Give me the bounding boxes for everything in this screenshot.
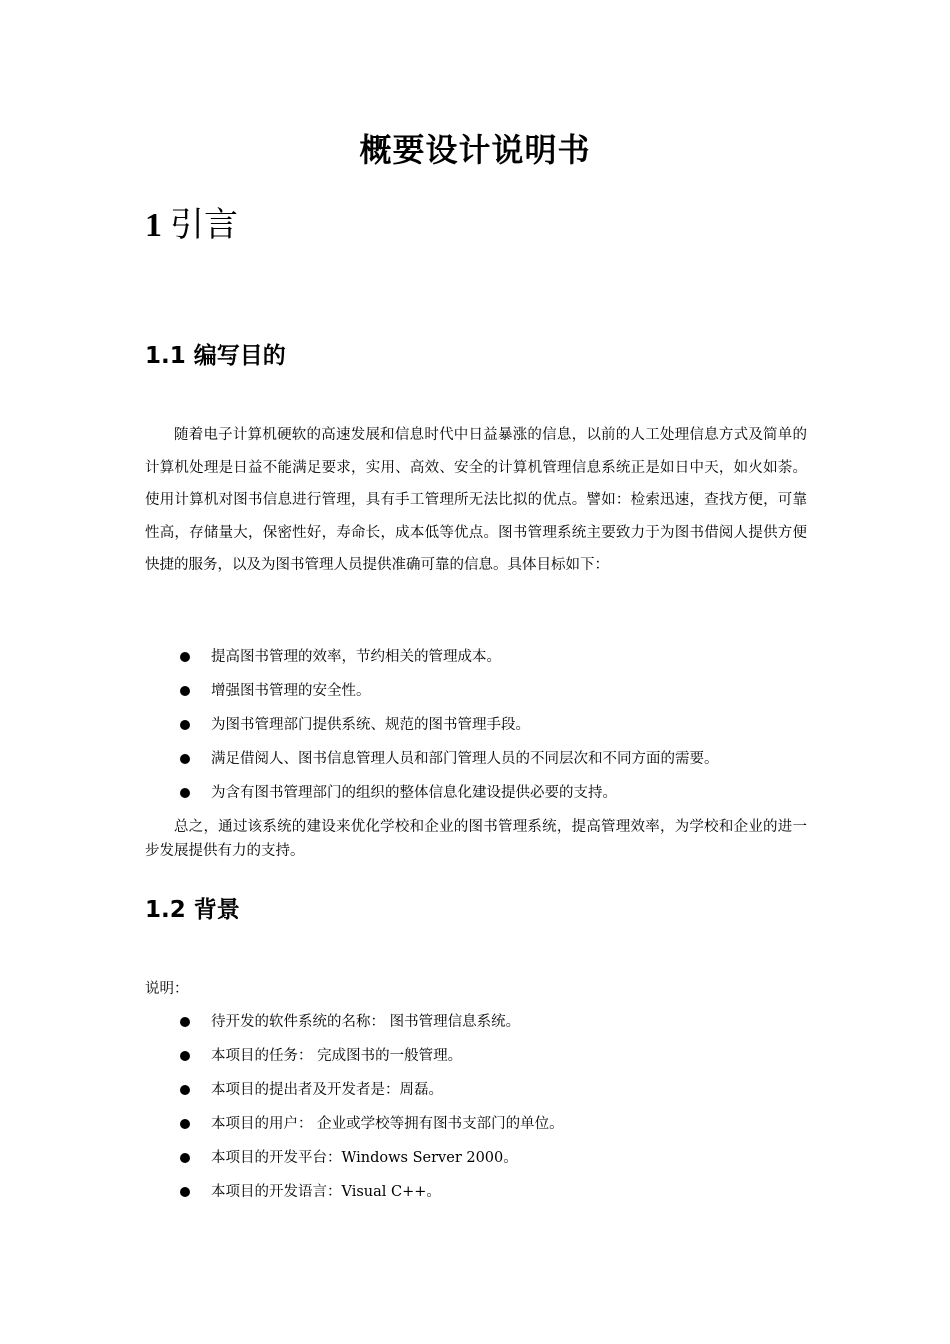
document-title: 概要设计说明书	[359, 131, 591, 169]
bullet-dot-icon	[180, 1119, 190, 1129]
bullet-dot-icon	[180, 1017, 190, 1027]
section-1-number: 1	[145, 207, 162, 244]
bullet-dot-icon	[180, 1187, 190, 1197]
list-item: 本项目的开发平台：Windows Server 2000。	[145, 1141, 807, 1175]
bullet-dot-icon	[180, 720, 190, 730]
list-item: 满足借阅人、图书信息管理人员和部门管理人员的不同层次和不同方面的需要。	[145, 742, 807, 776]
background-note-label: 说明：	[145, 981, 189, 997]
purpose-paragraph: 随着电子计算机硬软的高速发展和信息时代中日益暴涨的信息，以前的人工处理信息方式及简单的计算机处理是日益不能满足要求，实用、高效、安全的计算机管理信息系统正是如日中天，如火如荼。使用计算机对图书信息进行管理，具有手工管理所无法比拟的优点。譬如：检索迅速，查找方便，可靠性高，存储量大，保密性好，寿命长，成本低等优点。图书管理系统主要致力于为图书借阅人提供方便快捷的服务，以及为图书管理人员提供准确可靠的信息。具体目标如下：	[145, 427, 807, 573]
list-item: 增强图书管理的安全性。	[145, 674, 807, 708]
list-item: 本项目的提出者及开发者是：周磊。	[145, 1073, 807, 1107]
list-item: 本项目的开发语言：Visual C++。	[145, 1175, 807, 1209]
bullet-dot-icon	[180, 788, 190, 798]
list-item: 提高图书管理的效率，节约相关的管理成本。	[145, 640, 807, 674]
list-item: 为含有图书管理部门的组织的整体信息化建设提供必要的支持。	[145, 776, 807, 810]
list-item: 本项目的用户： 企业或学校等拥有图书支部门的单位。	[145, 1107, 807, 1141]
bullet-dot-icon	[180, 686, 190, 696]
list-item: 待开发的软件系统的名称： 图书管理信息系统。	[145, 1005, 807, 1039]
bullet-dot-icon	[180, 652, 190, 662]
background-bullet-list	[145, 1005, 807, 1209]
bullet-dot-icon	[180, 1051, 190, 1061]
section-1-2-heading: 1.2 背景	[145, 897, 240, 923]
bullet-dot-icon	[180, 1153, 190, 1163]
bullet-dot-icon	[180, 1085, 190, 1095]
purpose-bullet-list	[145, 640, 807, 810]
purpose-summary: 总之，通过该系统的建设来优化学校和企业的图书管理系统，提高管理效率，为学校和企业的进一步发展提供有力的支持。	[145, 819, 807, 859]
section-1-heading	[145, 202, 238, 249]
bullet-dot-icon	[180, 754, 190, 764]
list-item: 本项目的任务： 完成图书的一般管理。	[145, 1039, 807, 1073]
section-1-title: 引言	[170, 205, 238, 245]
section-1-1-heading: 1.1 编写目的	[145, 343, 286, 369]
list-item: 为图书管理部门提供系统、规范的图书管理手段。	[145, 708, 807, 742]
